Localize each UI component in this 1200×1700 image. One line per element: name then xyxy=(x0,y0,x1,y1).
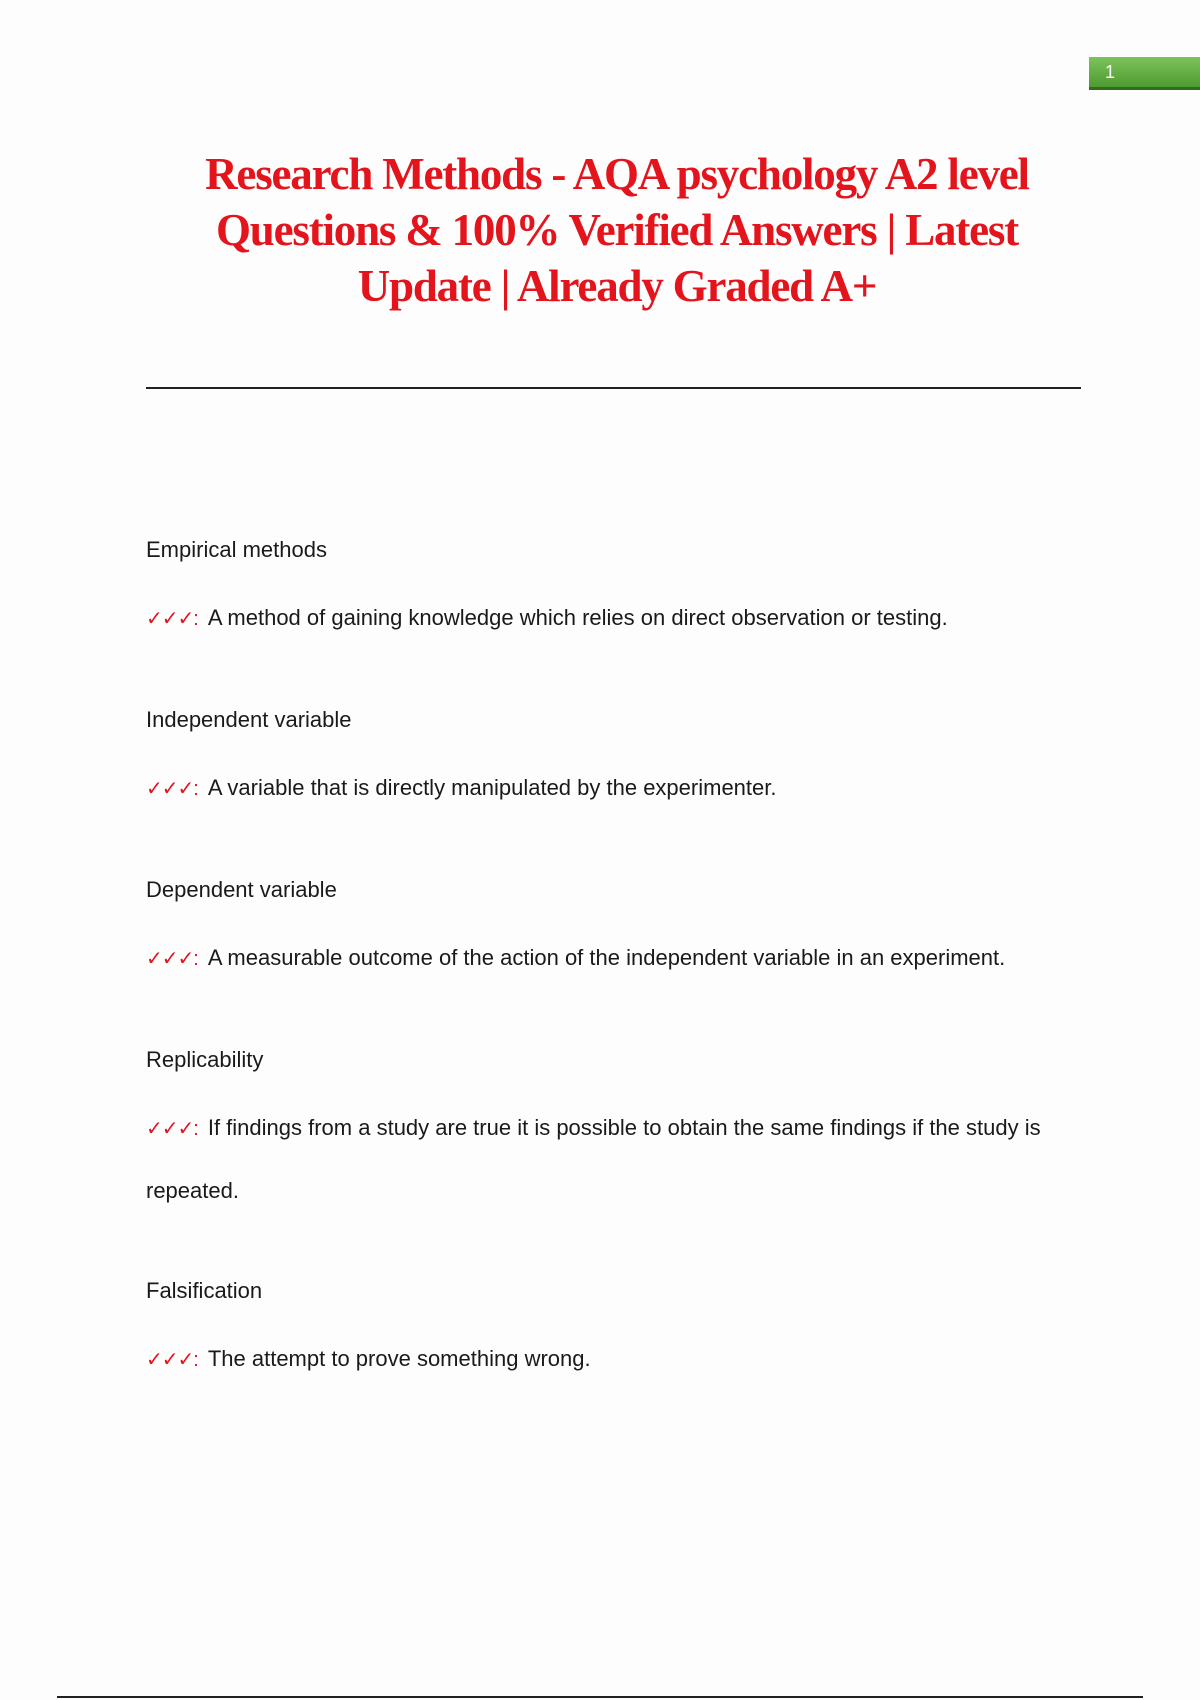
qa-entry xyxy=(146,528,1076,650)
check-marks-icon: ✓✓✓: xyxy=(146,1118,198,1140)
qa-entry xyxy=(146,1269,1076,1391)
answer-definition: A method of gaining knowledge which relies on direct observation or testing. xyxy=(207,605,948,630)
answer-definition: A measurable outcome of the action of the independent variable in an experiment. xyxy=(207,945,1006,970)
qa-list xyxy=(146,528,1076,1439)
answer-text xyxy=(146,927,1076,990)
answer-text xyxy=(146,1328,1076,1391)
check-marks-icon: ✓✓✓: xyxy=(146,778,198,800)
answer-text xyxy=(146,1097,1076,1221)
qa-entry xyxy=(146,698,1076,820)
check-marks-icon: ✓✓✓: xyxy=(146,608,198,630)
check-marks-icon: ✓✓✓: xyxy=(146,948,198,970)
answer-text xyxy=(146,587,1076,650)
answer-definition: A variable that is directly manipulated by the experimenter. xyxy=(207,775,777,800)
question-term: Replicability xyxy=(146,1047,264,1072)
document-title: Research Methods - AQA psychology A2 level Questions & 100% Verified Answers | Latest Update | Already Graded A+ xyxy=(205,149,1029,311)
question-term: Dependent variable xyxy=(146,877,337,902)
page-number-tab: 1 xyxy=(1089,57,1200,90)
answer-definition: If findings from a study are true it is possible to obtain the same findings if the study is repeated. xyxy=(146,1115,1041,1203)
qa-entry xyxy=(146,868,1076,990)
check-marks-icon: ✓✓✓: xyxy=(146,1349,198,1371)
question-term: Falsification xyxy=(146,1278,263,1303)
title-divider xyxy=(146,387,1081,389)
qa-entry xyxy=(146,1038,1076,1221)
question-term: Empirical methods xyxy=(146,537,327,562)
answer-definition: The attempt to prove something wrong. xyxy=(207,1346,591,1371)
question-term: Independent variable xyxy=(146,707,352,732)
footer-divider xyxy=(57,1696,1143,1698)
answer-text xyxy=(146,757,1076,820)
